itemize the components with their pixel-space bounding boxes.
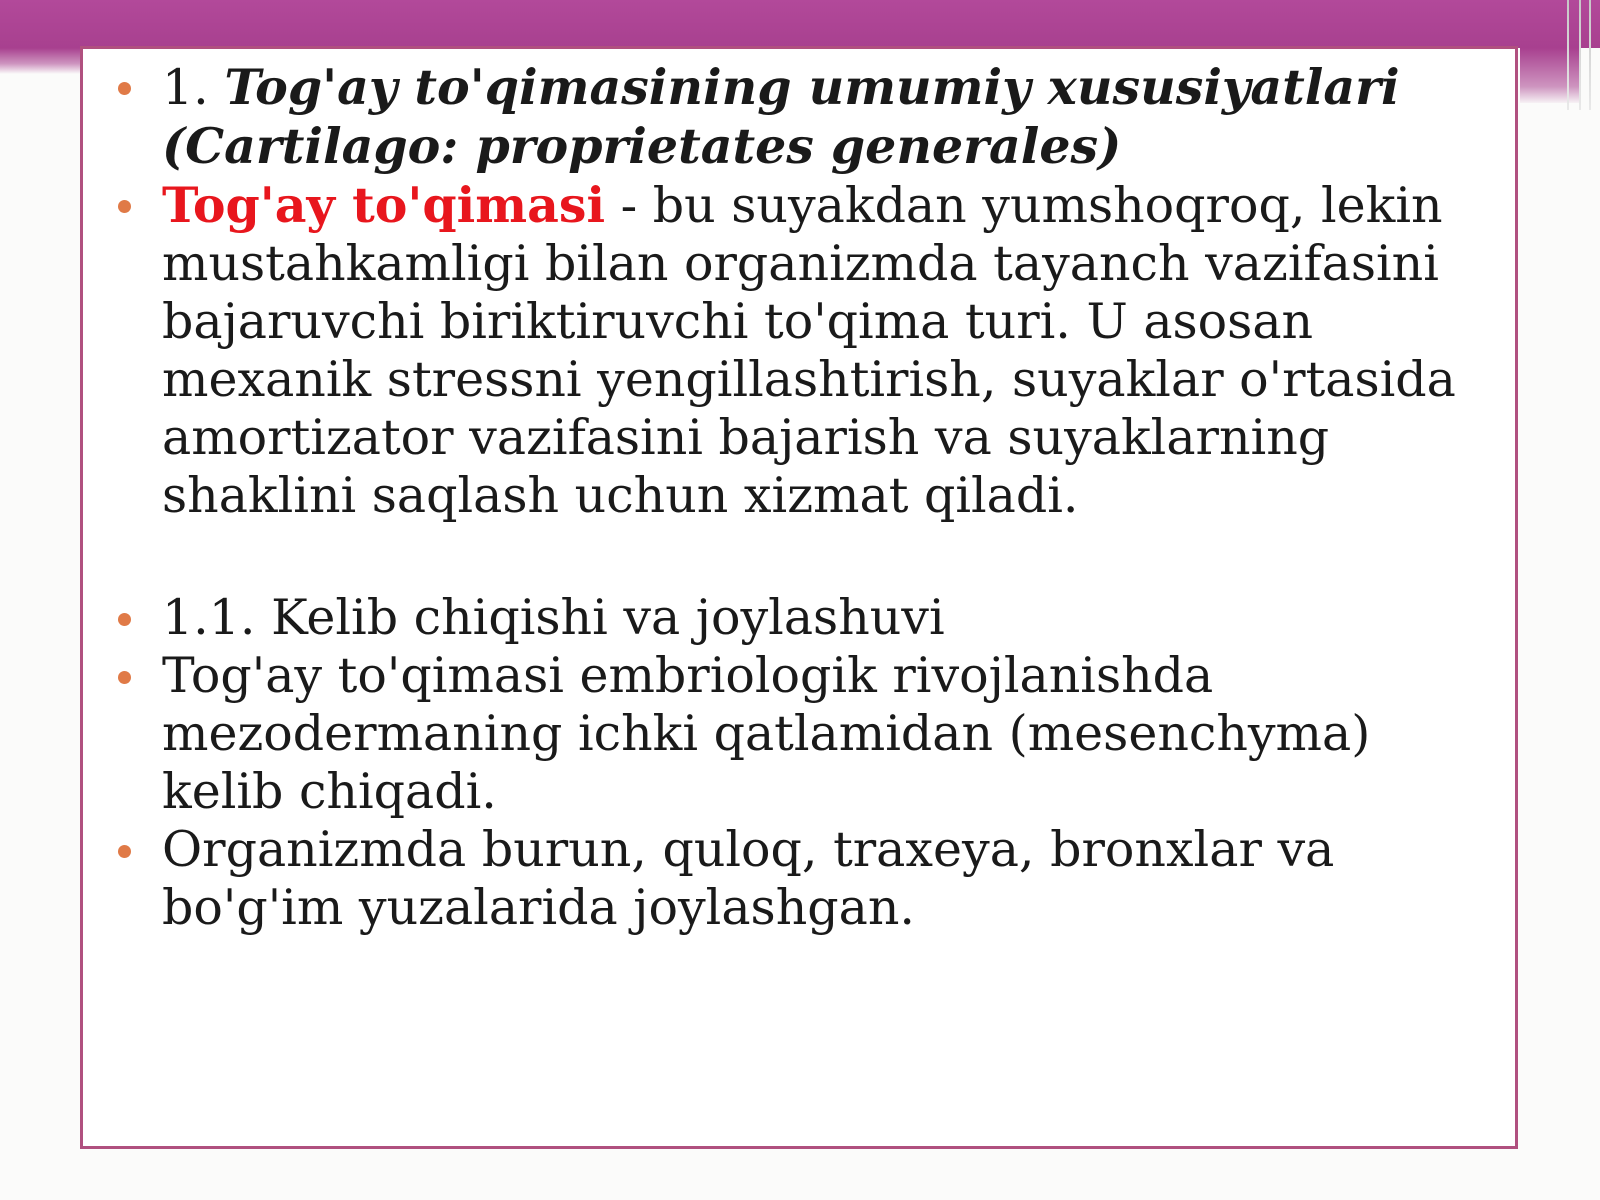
heading-title: Tog'ay to'qimasining umumiy xususiyatlari (Cartilago: proprietates generales) — [162, 58, 1400, 175]
banner-shadow-left — [0, 48, 84, 74]
bullet-item-subheading — [112, 589, 1492, 647]
heading-number: 1. — [162, 59, 209, 116]
bullet-item-heading — [112, 58, 1492, 176]
decorative-line — [1589, 0, 1591, 110]
bullet-item-definition — [112, 176, 1492, 525]
location-text: Organizmda burun, quloq, traxeya, bronxlar va bo'g'im yuzalarida joylashgan. — [162, 821, 1335, 936]
slide-content — [112, 58, 1492, 937]
bullet-dot-icon — [118, 200, 131, 213]
banner-shadow-right — [1520, 48, 1580, 103]
definition-text: - bu suyakdan yumshoqroq, lekin mustahkamligi bilan organizmda tayanch vazifasini bajaruvchi biriktiruvchi to'qima turi. U asosan mexanik stressni yengillashtirish, suyaklar o'rtasida amortizator vazifasini bajarish va suyaklarning shaklini saqlash uchun xizmat qiladi. — [162, 177, 1456, 524]
spacer — [112, 525, 1492, 589]
bullet-item-location — [112, 821, 1492, 937]
bullet-dot-icon — [118, 613, 131, 626]
decorative-line — [1579, 0, 1581, 110]
bullet-dot-icon — [118, 82, 131, 95]
highlighted-term: Tog'ay to'qimasi — [162, 176, 606, 234]
origin-text: Tog'ay to'qimasi embriologik rivojlanishda mezodermaning ichki qatlamidan (mesenchyma) kelib chiqadi. — [162, 647, 1371, 820]
top-banner-bar — [0, 0, 1600, 48]
bullet-dot-icon — [118, 845, 131, 858]
subheading-text: 1.1. Kelib chiqishi va joylashuvi — [162, 589, 945, 646]
bullet-dot-icon — [118, 671, 131, 684]
decorative-line — [1567, 0, 1569, 110]
bullet-item-origin — [112, 647, 1492, 821]
